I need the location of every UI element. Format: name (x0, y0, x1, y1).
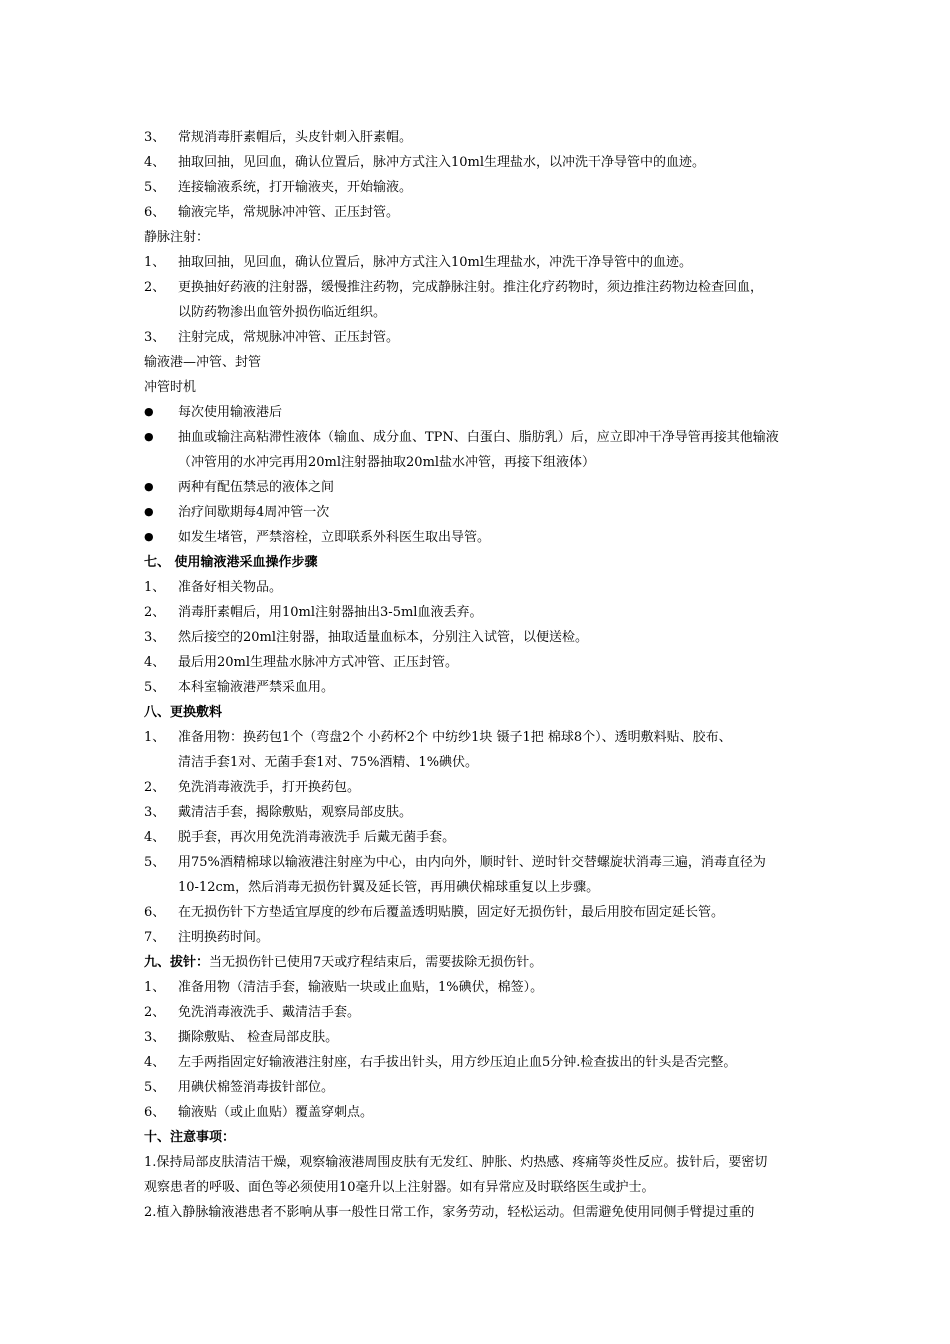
numbered-item (144, 250, 812, 275)
continuation-line (144, 875, 812, 900)
item-number: 2、 (144, 1005, 166, 1020)
item-number: 5、 (144, 1080, 166, 1095)
line-text: 用75%酒精棉球以输液港注射座为中心，由内向外，顺时针、逆时针交替螺旋状消毒三遍，消毒直径为 (178, 855, 766, 870)
numbered-item (144, 850, 812, 875)
line-text: 连接输液系统，打开输液夹，开始输液。 (178, 180, 413, 195)
line-text: 脱手套，再次用免洗消毒液洗手 后戴无菌手套。 (178, 830, 456, 845)
line-text: 10-12cm，然后消毒无损伤针翼及延长管，再用碘伏棉球重复以上步骤。 (178, 880, 600, 895)
line-text: 更换抽好药液的注射器，缓慢推注药物，完成静脉注射。推注化疗药物时，须边推注药物边检查回血， (178, 280, 764, 295)
line-text: 免洗消毒液洗手，打开换药包。 (178, 780, 361, 795)
item-number: 6、 (144, 905, 166, 920)
line-text: 抽血或输注高粘滞性液体（输血、成分血、TPN、白蛋白、脂肪乳）后，应立即冲干净导管再接其他输液 (178, 430, 779, 445)
numbered-item (144, 150, 812, 175)
line-text: 准备用物：换药包1个（弯盘2个 小药杯2个 中纺纱1块 镊子1把 棉球8个）、透明敷料贴、胶布、 (178, 730, 732, 745)
paragraph-line (144, 350, 812, 375)
numbered-item (144, 900, 812, 925)
line-text: 本科室输液港严禁采血用。 (178, 680, 335, 695)
item-number: 3、 (144, 630, 166, 645)
line-text: 七、 使用输液港采血操作步骤 (144, 555, 318, 570)
line-text: 观察患者的呼吸、面色等必须使用10毫升以上注射器。如有异常应及时联络医生或护士。 (144, 1180, 655, 1195)
item-number: 6、 (144, 1105, 166, 1120)
line-text: 常规消毒肝素帽后，头皮针刺入肝素帽。 (178, 130, 413, 145)
numbered-item (144, 125, 812, 150)
bullet-item (144, 400, 812, 425)
item-number: 4、 (144, 1055, 166, 1070)
paragraph-line (144, 1200, 812, 1225)
line-text: 准备用物（清洁手套，输液贴一块或止血贴，1%碘伏，棉签）。 (178, 980, 544, 995)
line-text: 左手两指固定好输液港注射座，右手拔出针头，用方纱压迫止血5分钟.检查拔出的针头是否完整。 (178, 1055, 737, 1070)
item-number: 3、 (144, 1030, 166, 1045)
paragraph-line (144, 1150, 812, 1175)
line-text: 两种有配伍禁忌的液体之间 (178, 480, 335, 495)
section-heading (144, 700, 812, 725)
item-number: 2、 (144, 780, 166, 795)
numbered-item (144, 325, 812, 350)
item-number: 1、 (144, 255, 166, 270)
line-text: 输液港—冲管、封管 (144, 355, 262, 370)
item-number: 4、 (144, 830, 166, 845)
bullet-icon: ● (144, 480, 154, 493)
item-number: 5、 (144, 855, 166, 870)
numbered-item (144, 825, 812, 850)
line-text: 当无损伤针已使用7天或疗程结束后，需要拔除无损伤针。 (209, 955, 543, 970)
bullet-item (144, 525, 812, 550)
line-text: 最后用20ml生理盐水脉冲方式冲管、正压封管。 (178, 655, 459, 670)
line-text: 冲管时机 (144, 380, 197, 395)
numbered-item (144, 675, 812, 700)
numbered-item (144, 1100, 812, 1125)
line-text: （冲管用的水冲完再用20ml注射器抽取20ml盐水冲管，再接下组液体） (178, 455, 596, 470)
numbered-item (144, 575, 812, 600)
bullet-icon: ● (144, 430, 154, 443)
bullet-item (144, 425, 812, 450)
section-heading (144, 1125, 812, 1150)
item-number: 4、 (144, 155, 166, 170)
numbered-item (144, 725, 812, 750)
numbered-item (144, 1000, 812, 1025)
numbered-item (144, 800, 812, 825)
continuation-line (144, 750, 812, 775)
bullet-icon: ● (144, 405, 154, 418)
line-text: 八、更换敷料 (144, 705, 223, 720)
numbered-item (144, 175, 812, 200)
line-text: 注明换药时间。 (178, 930, 270, 945)
item-number: 4、 (144, 655, 166, 670)
item-number: 1、 (144, 580, 166, 595)
line-text: 以防药物渗出血管外损伤临近组织。 (178, 305, 387, 320)
line-text: 清洁手套1对、无菌手套1对、75%酒精、1%碘伏。 (178, 755, 479, 770)
item-number: 2、 (144, 605, 166, 620)
numbered-item (144, 1025, 812, 1050)
numbered-item (144, 975, 812, 1000)
numbered-item (144, 625, 812, 650)
line-text: 输液完毕，常规脉冲冲管、正压封管。 (178, 205, 400, 220)
line-text: 抽取回抽，见回血，确认位置后，脉冲方式注入10ml生理盐水，冲洗干净导管中的血迹。 (178, 255, 693, 270)
paragraph-line (144, 1175, 812, 1200)
numbered-item (144, 775, 812, 800)
continuation-line (144, 300, 812, 325)
paragraph-line (144, 375, 812, 400)
item-number: 1、 (144, 730, 166, 745)
line-text: 注射完成，常规脉冲冲管、正压封管。 (178, 330, 400, 345)
item-number: 6、 (144, 205, 166, 220)
line-text: 消毒肝素帽后，用10ml注射器抽出3-5ml血液丢弃。 (178, 605, 483, 620)
line-text: 免洗消毒液洗手、戴清洁手套。 (178, 1005, 361, 1020)
line-text: 如发生堵管，严禁溶栓，立即联系外科医生取出导管。 (178, 530, 491, 545)
bullet-item (144, 475, 812, 500)
line-text: 然后接空的20ml注射器，抽取适量血标本，分别注入试管，以便送检。 (178, 630, 589, 645)
line-text: 十、注意事项： (144, 1130, 236, 1145)
line-text: 2.植入静脉输液港患者不影响从事一般性日常工作，家务劳动，轻松运动。但需避免使用同侧手臂提过重的 (144, 1205, 755, 1220)
item-number: 5、 (144, 180, 166, 195)
item-number: 3、 (144, 805, 166, 820)
line-text: 抽取回抽，见回血，确认位置后，脉冲方式注入10ml生理盐水，以冲洗干净导管中的血迹。 (178, 155, 706, 170)
item-number: 3、 (144, 130, 166, 145)
line-text: 撕除敷贴、 检查局部皮肤。 (178, 1030, 339, 1045)
bullet-icon: ● (144, 530, 154, 543)
line-text: 戴清洁手套，揭除敷贴，观察局部皮肤。 (178, 805, 413, 820)
numbered-item (144, 600, 812, 625)
line-text: 每次使用输液港后 (178, 405, 283, 420)
line-text: 用碘伏棉签消毒拔针部位。 (178, 1080, 335, 1095)
section-heading-inline (144, 950, 812, 975)
bullet-icon: ● (144, 505, 154, 518)
line-text: 治疗间歇期每4周冲管一次 (178, 505, 330, 520)
numbered-item (144, 200, 812, 225)
continuation-line (144, 450, 812, 475)
item-number: 7、 (144, 930, 166, 945)
line-text: 在无损伤针下方垫适宜厚度的纱布后覆盖透明贴膜，固定好无损伤针，最后用胶布固定延长管。 (178, 905, 725, 920)
heading-label: 九、拔针： (144, 955, 210, 970)
numbered-item (144, 1075, 812, 1100)
line-text: 准备好相关物品。 (178, 580, 283, 595)
numbered-item (144, 1050, 812, 1075)
line-text: 静脉注射： (144, 230, 210, 245)
line-text: 1.保持局部皮肤清洁干燥，观察输液港周围皮肤有无发红、肿胀、灼热感、疼痛等炎性反应。拔针后，要密切 (144, 1155, 768, 1170)
bullet-item (144, 500, 812, 525)
item-number: 3、 (144, 330, 166, 345)
line-text: 输液贴（或止血贴）覆盖穿刺点。 (178, 1105, 374, 1120)
section-heading (144, 550, 812, 575)
numbered-item (144, 925, 812, 950)
document-body (144, 125, 812, 1225)
item-number: 5、 (144, 680, 166, 695)
paragraph-line (144, 225, 812, 250)
item-number: 1、 (144, 980, 166, 995)
numbered-item (144, 650, 812, 675)
numbered-item (144, 275, 812, 300)
item-number: 2、 (144, 280, 166, 295)
